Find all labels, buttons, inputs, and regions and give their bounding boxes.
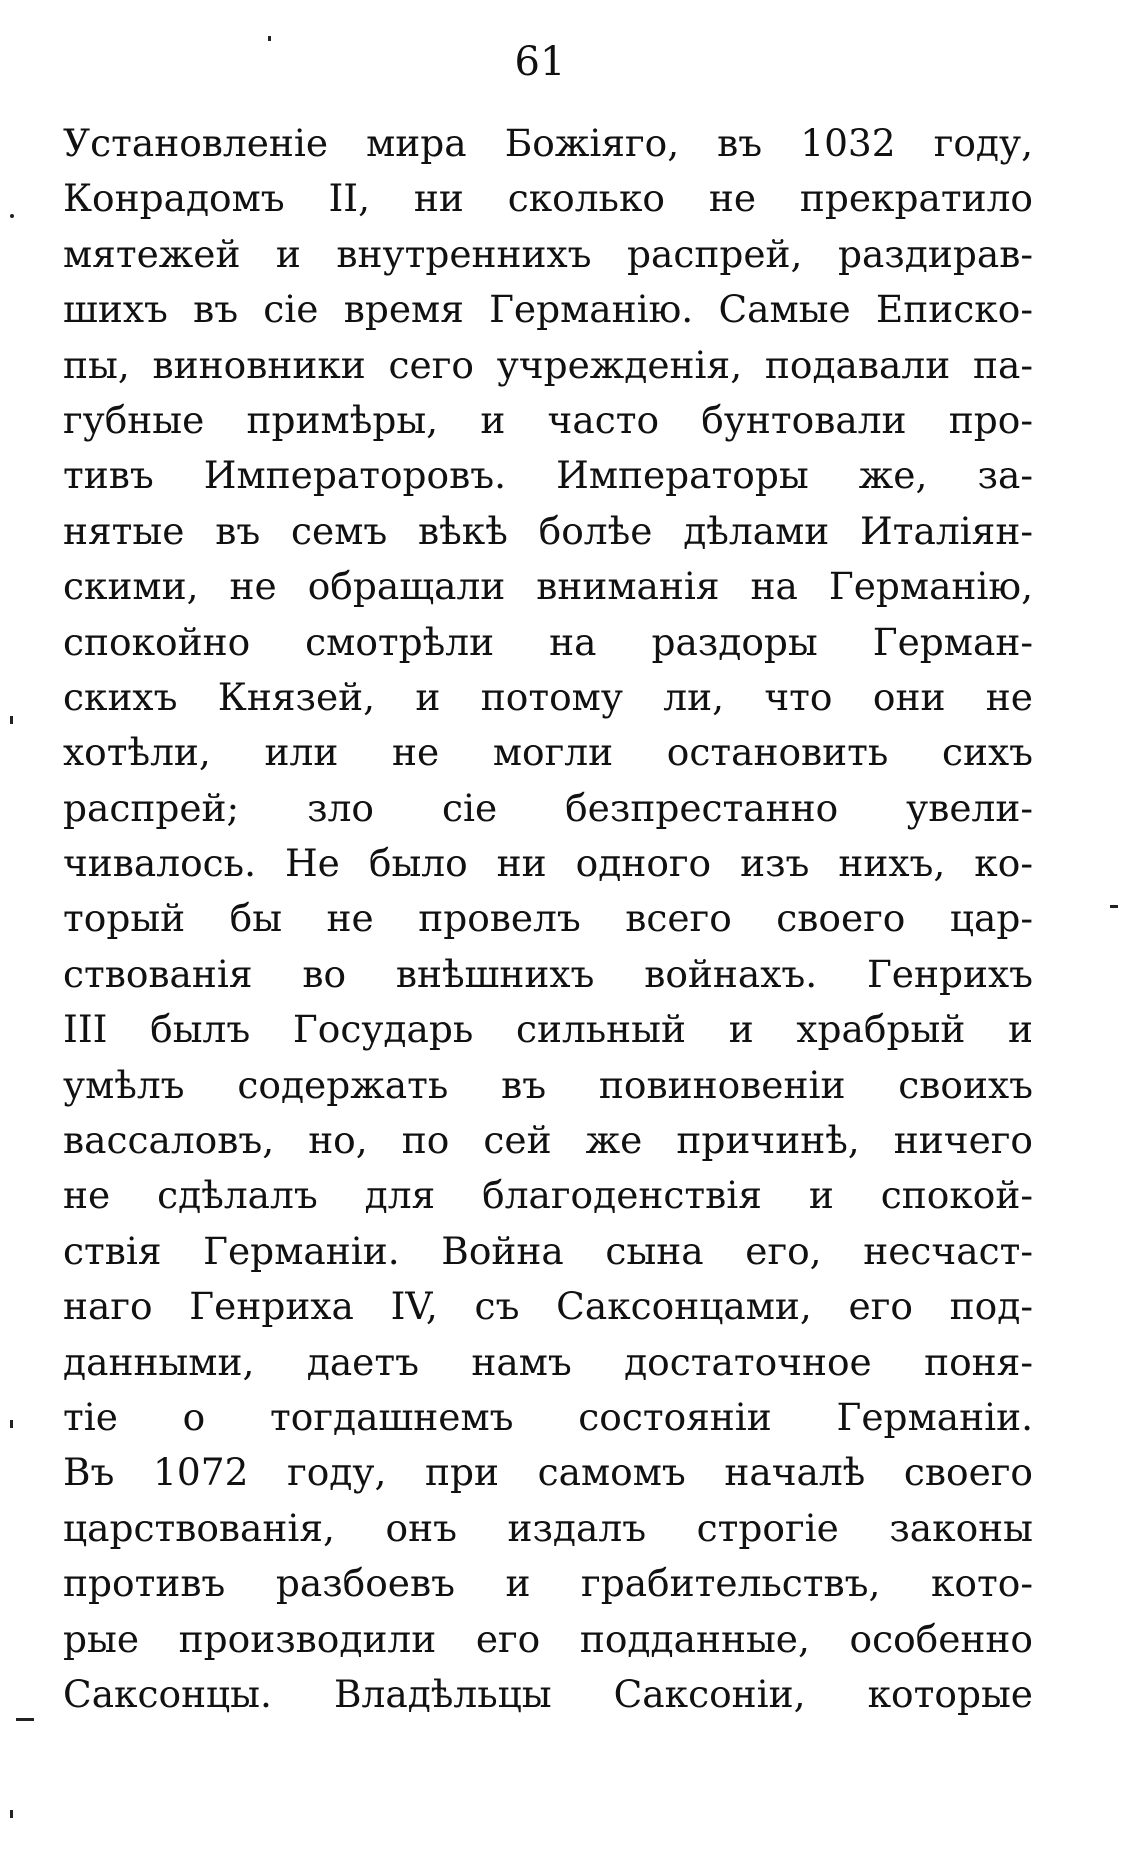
text-line: шихъ въ сіе время Германію. Самые Еписко- [63, 287, 1033, 332]
text-line: наго Генриха IV, съ Саксонцами, его под- [63, 1284, 1033, 1329]
page-number: 61 [514, 39, 566, 85]
text-line: тивъ Императоровъ. Императоры же, за- [63, 453, 1033, 498]
text-line: рые производили его подданные, особенно [63, 1616, 1033, 1661]
text-line: скихъ Князей, и потому ли, что они не [63, 674, 1033, 719]
text-line: данными, даетъ намъ достаточное поня- [63, 1339, 1033, 1384]
text-line: противъ разбоевъ и грабительствъ, кото- [63, 1561, 1033, 1606]
text-line: вассаловъ, но, по сей же причинѣ, ничего [63, 1118, 1033, 1163]
text-line: умѣлъ содержать въ повиновеніи своихъ [63, 1062, 1033, 1107]
text-line: не сдѣлалъ для благоденствія и спокой- [63, 1173, 1033, 1218]
text-line: пы, виновники сего учрежденія, подавали па- [63, 342, 1033, 387]
text-line: мятежей и внутреннихъ распрей, раздирав- [63, 231, 1033, 276]
scan-speck [10, 214, 14, 218]
text-line: скими, не обращали вниманія на Германію, [63, 564, 1033, 609]
text-line: распрей; зло сіе безпрестанно увели- [63, 785, 1033, 830]
scan-speck [1110, 905, 1118, 908]
text-line: ствованія во внѣшнихъ войнахъ. Генрихъ [63, 951, 1033, 996]
text-line: царствованія, онъ издалъ строгіе законы [63, 1505, 1033, 1550]
text-line: III былъ Государь сильный и храбрый и [63, 1007, 1033, 1052]
scan-speck [10, 716, 13, 724]
text-line: Конрадомъ II, ни сколько не прекратило [63, 176, 1033, 221]
text-line: Саксонцы. Владѣльцы Саксоніи, которые [63, 1671, 1033, 1716]
text-line: чивалось. Не было ни одного изъ нихъ, ко- [63, 841, 1033, 886]
scan-speck [10, 1420, 13, 1428]
scan-speck [268, 36, 271, 41]
text-line: Въ 1072 году, при самомъ началѣ своего [63, 1450, 1033, 1495]
scan-speck [10, 1810, 13, 1818]
text-line: нятые въ семъ вѣкѣ болѣе дѣлами Италіян- [63, 508, 1033, 553]
text-line: Установленіе мира Божіяго, въ 1032 году, [63, 121, 1033, 165]
body-text [63, 116, 1033, 1722]
text-line: торый бы не провелъ всего своего цар- [63, 896, 1033, 941]
text-line: тіе о тогдашнемъ состояніи Германіи. [63, 1394, 1033, 1439]
text-line: губные примѣры, и часто бунтовали про- [63, 397, 1033, 442]
text-line: хотѣли, или не могли остановить сихъ [63, 730, 1033, 775]
text-line: спокойно смотрѣли на раздоры Герман- [63, 619, 1033, 664]
scan-speck [16, 1718, 34, 1721]
text-line: ствія Германіи. Война сына его, несчаст- [63, 1228, 1033, 1273]
